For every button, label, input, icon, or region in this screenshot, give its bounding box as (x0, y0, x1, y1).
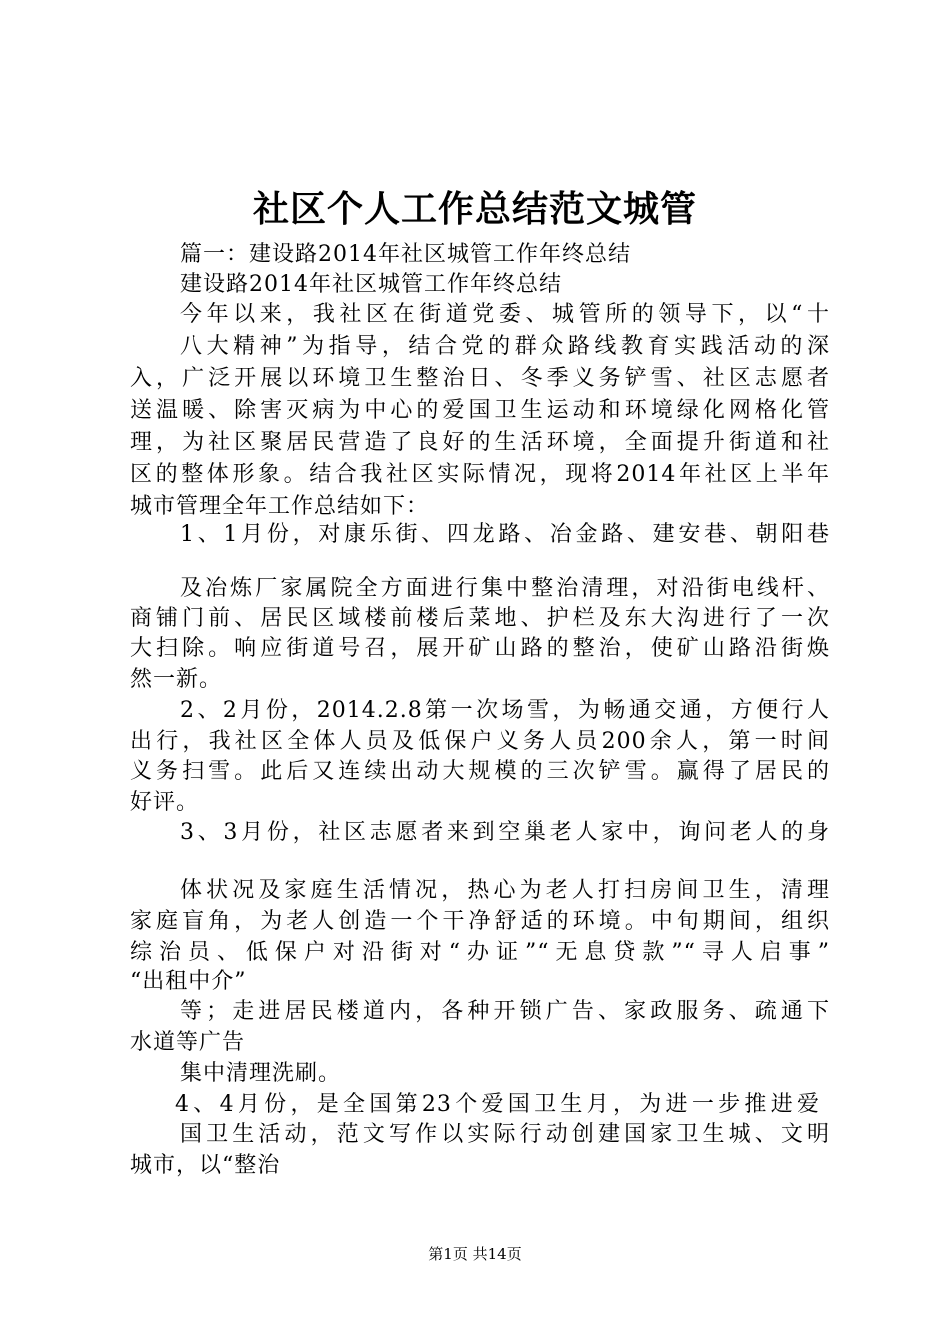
page-footer: 第1页 共14页 (428, 1245, 522, 1263)
text-line: 2、2月份，2014.2.8第一次场雪，为畅通交通，方便行人 (180, 698, 830, 723)
text-line: 大扫除。响应街道号召，展开矿山路的整治，使矿山路沿街焕 (130, 636, 830, 661)
text-line: 建设路2014年社区城管工作年终总结 (180, 272, 562, 297)
text-line: 及冶炼厂家属院全方面进行集中整治清理，对沿街电线杆、 (180, 576, 830, 601)
text-line: 3、3月份，社区志愿者来到空巢老人家中，询问老人的身 (180, 820, 830, 845)
text-line: 然一新。 (130, 667, 223, 692)
text-line: 义务扫雪。此后又连续出动大规模的三次铲雪。赢得了居民的 (130, 759, 830, 784)
text-line: 八大精神”为指导，结合党的群众路线教育实践活动的深 (180, 334, 830, 359)
text-line: 入，广泛开展以环境卫生整治日、冬季义务铲雪、社区志愿者 (130, 366, 830, 391)
text-line: 商铺门前、居民区域楼前楼后菜地、护栏及东大沟进行了一次 (130, 606, 830, 631)
text-line: 1、1月份，对康乐街、四龙路、冶金路、建安巷、朝阳巷 (180, 522, 830, 547)
text-line: 集中清理洗刷。 (180, 1061, 342, 1086)
text-line: 今年以来，我社区在街道党委、城管所的领导下，以“十 (180, 302, 830, 327)
text-line: 城市管理全年工作总结如下： (130, 494, 430, 519)
text-line: 出行，我社区全体人员及低保户义务人员200余人，第一时间 (130, 729, 830, 754)
text-line: 理，为社区聚居民营造了良好的生活环境，全面提升街道和社 (130, 430, 830, 455)
text-line: 篇一：建设路2014年社区城管工作年终总结 (180, 242, 631, 267)
text-line: 国卫生活动，范文写作以实际行动创建国家卫生城、文明 (180, 1122, 830, 1147)
text-line: 4、4月份，是全国第23个爱国卫生月，为进一步推进爱 (175, 1092, 820, 1117)
text-line: 水道等广告 (130, 1030, 246, 1055)
text-line: 体状况及家庭生活情况，热心为老人打扫房间卫生，清理 (180, 878, 830, 903)
text-line: “出租中介” (130, 969, 247, 994)
text-line: 等；走进居民楼道内，各种开锁广告、家政服务、疏通下 (180, 999, 830, 1024)
text-line: 好评。 (130, 790, 200, 815)
text-line: 区的整体形象。结合我社区实际情况，现将2014年社区上半年 (130, 462, 830, 487)
document-title: 社区个人工作总结范文城管 (252, 188, 697, 230)
text-line: 家庭盲角，为老人创造一个干净舒适的环境。中旬期间，组织 (130, 909, 830, 934)
text-line: 送温暖、除害灭病为中心的爱国卫生运动和环境绿化网格化管 (130, 398, 830, 423)
text-line: 综治员、低保户对沿街对“办证”“无息贷款”“寻人启事” (130, 940, 830, 965)
text-line: 城市，以“整治 (130, 1153, 281, 1178)
